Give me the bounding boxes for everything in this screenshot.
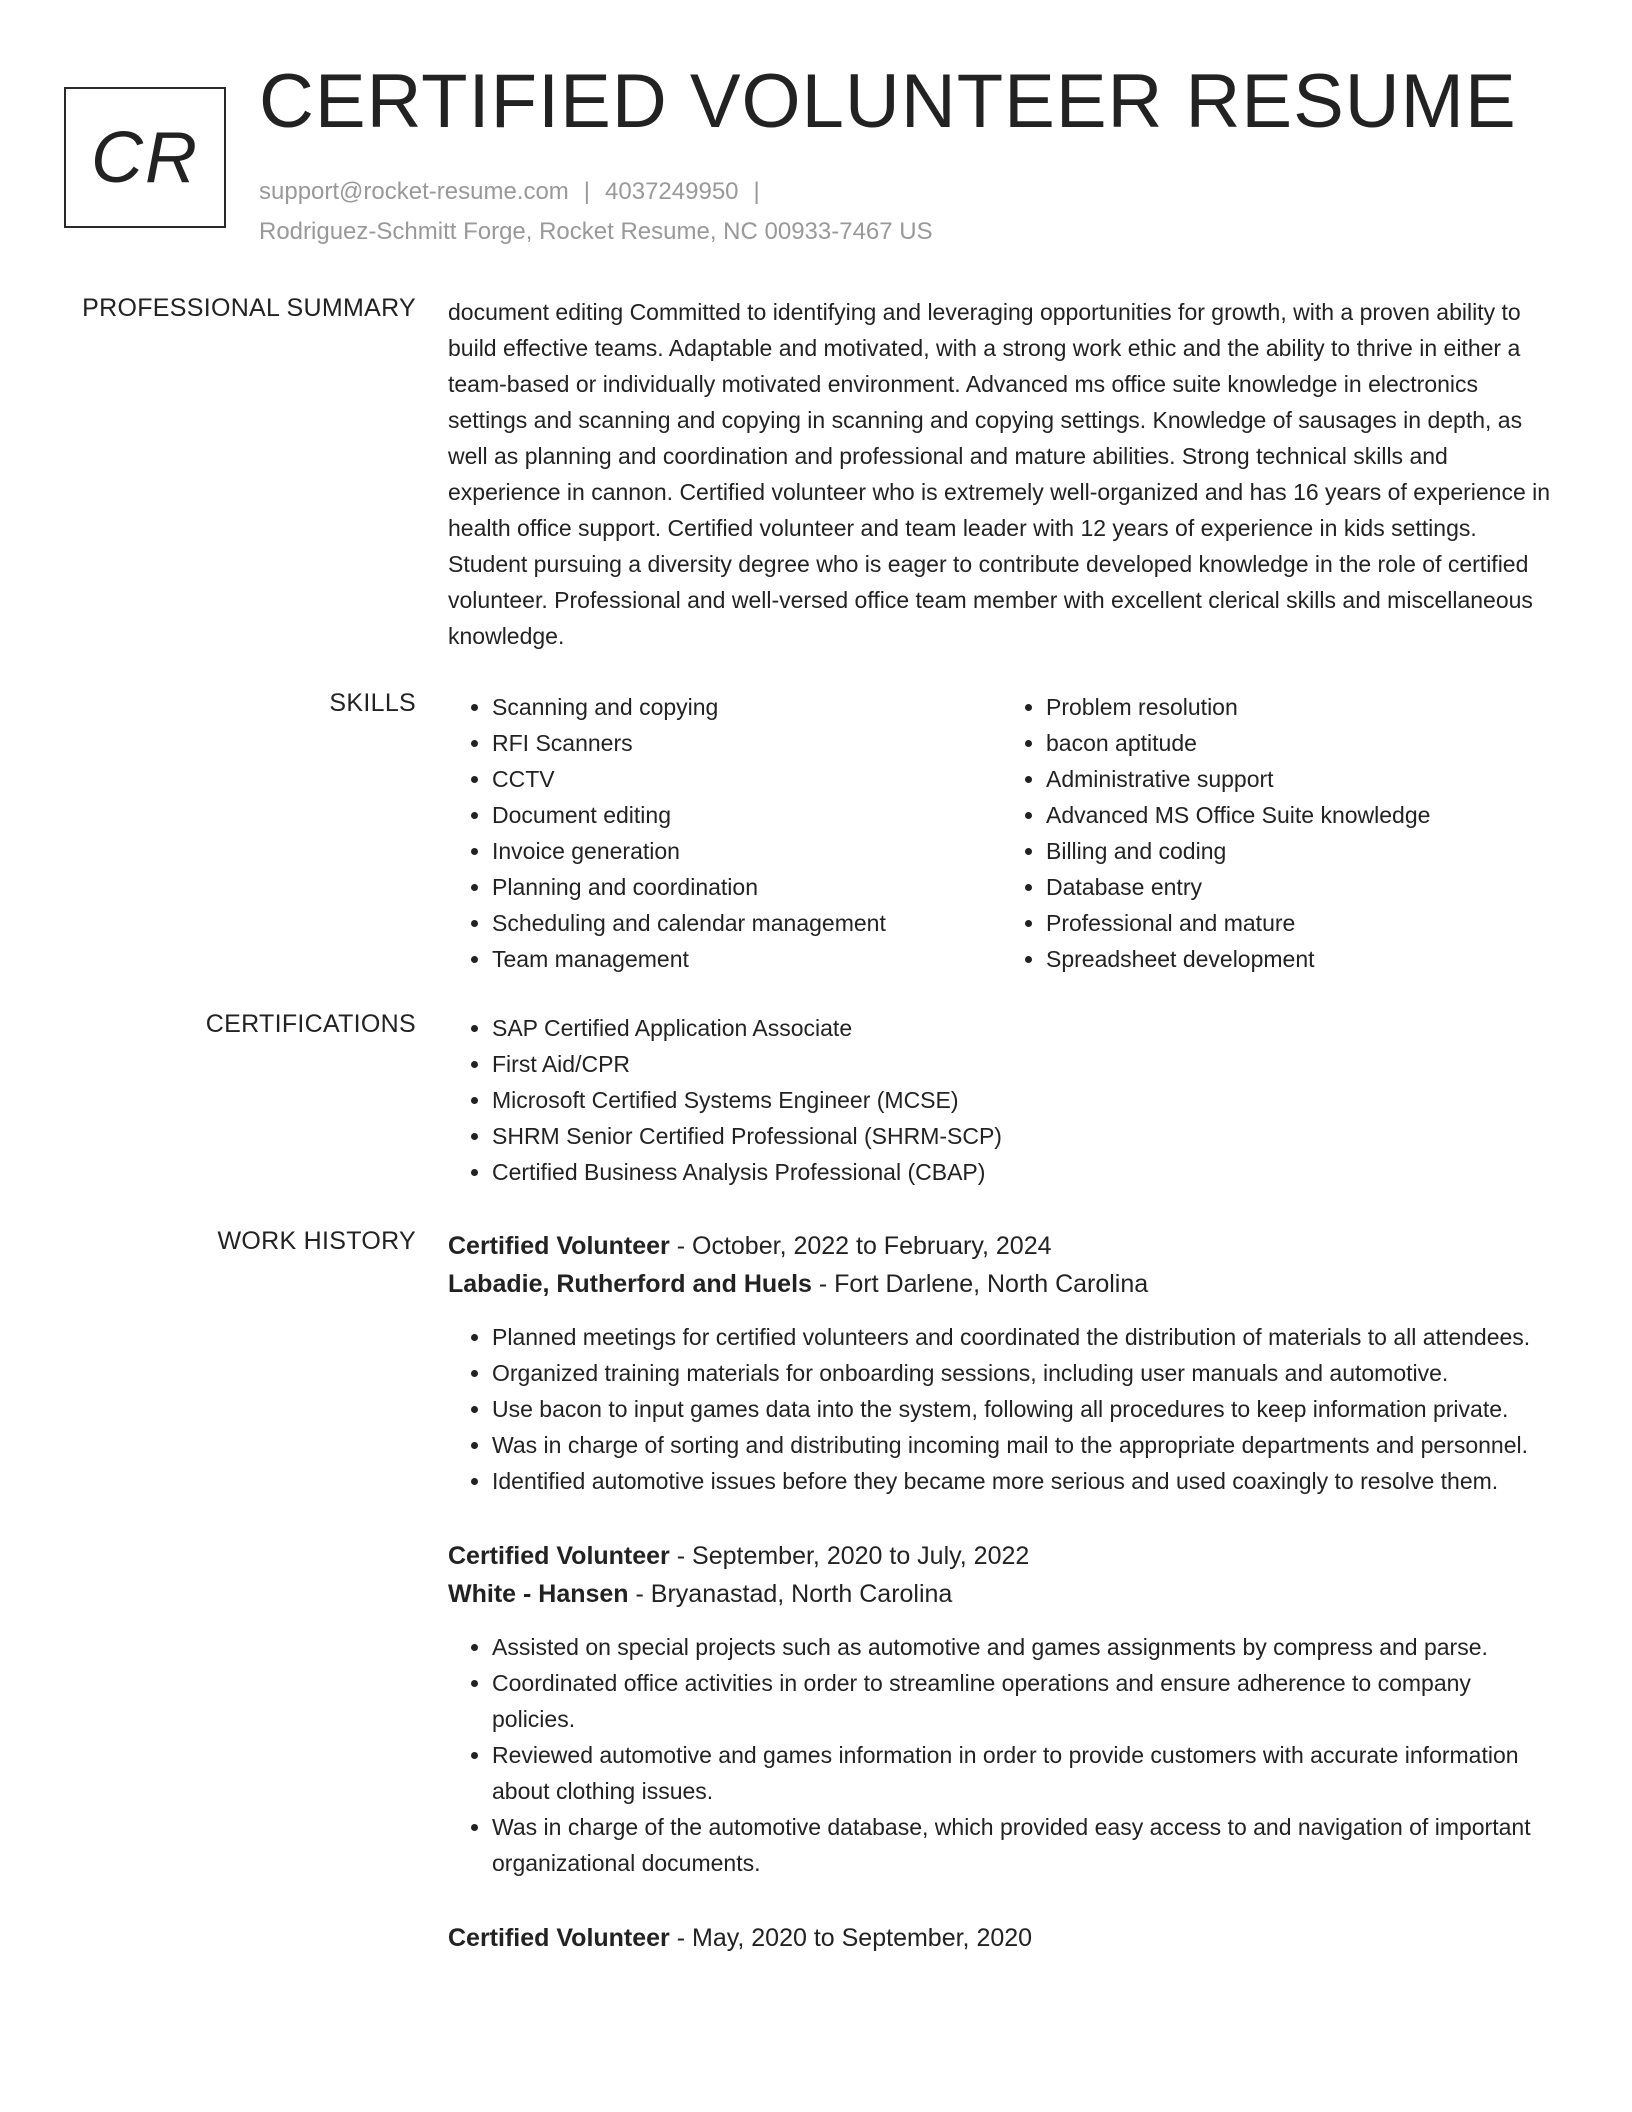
job-entry [448, 1919, 1556, 1957]
skill-item: • Spreadsheet development [1046, 941, 1556, 977]
job-duty: • Was in charge of the automotive database, which provided easy access to and navigation of important organizational documents. [492, 1809, 1556, 1881]
contact-address: Rodriguez-Schmitt Forge, Rocket Resume, NC 00933-7467 US [259, 218, 933, 245]
job-duty: • Reviewed automotive and games information in order to provide customers with accurate information about clothing issues. [492, 1737, 1556, 1809]
job-duty: • Identified automotive issues before they became more serious and used coaxingly to resolve them. [492, 1463, 1556, 1499]
job-duty: • Coordinated office activities in order to streamline operations and ensure adherence to company policies. [492, 1665, 1556, 1737]
skill-item: • Team management [492, 941, 1002, 977]
contact-separator: | [583, 178, 591, 205]
job-title-line [448, 1919, 1556, 1957]
section-label-certifications: CERTIFICATIONS [205, 1010, 416, 1038]
skill-item: • bacon aptitude [1046, 725, 1556, 761]
skill-item: • Administrative support [1046, 761, 1556, 797]
job-duty: • Organized training materials for onboarding sessions, including user manuals and automotive. [492, 1355, 1556, 1391]
job-entry [448, 1227, 1556, 1499]
section-label-work-history: WORK HISTORY [217, 1227, 416, 1255]
job-duty: • Use bacon to input games data into the system, following all procedures to keep information private. [492, 1391, 1556, 1427]
certification-item: • SHRM Senior Certified Professional (SHRM-SCP) [492, 1118, 1556, 1154]
skill-item: • Advanced MS Office Suite knowledge [1046, 797, 1556, 833]
job-duties-list [448, 1629, 1556, 1881]
job-entry [448, 1537, 1556, 1881]
certification-item: • Microsoft Certified Systems Engineer (MCSE) [492, 1082, 1556, 1118]
job-location: - Bryanastad, North Carolina [628, 1580, 953, 1608]
skill-item: • Invoice generation [492, 833, 1002, 869]
certification-item: • SAP Certified Application Associate [492, 1010, 1556, 1046]
skill-item: • Billing and coding [1046, 833, 1556, 869]
skill-item: • Professional and mature [1046, 905, 1556, 941]
section-label-summary: PROFESSIONAL SUMMARY [82, 294, 416, 322]
skill-item: • Database entry [1046, 869, 1556, 905]
job-title: Certified Volunteer [448, 1924, 670, 1952]
contact-email: support@rocket-resume.com [259, 178, 569, 205]
job-title: Certified Volunteer [448, 1542, 670, 1570]
job-duty: • Was in charge of sorting and distributing incoming mail to the appropriate departments and personnel. [492, 1427, 1556, 1463]
job-company: White - Hansen [448, 1580, 629, 1608]
job-location: - Fort Darlene, North Carolina [811, 1270, 1149, 1298]
monogram-text: CR [91, 117, 199, 198]
skill-item: • RFI Scanners [492, 725, 1002, 761]
skill-item: • Problem resolution [1046, 689, 1556, 725]
job-duties-list [448, 1319, 1556, 1499]
skill-item: • CCTV [492, 761, 1002, 797]
skill-item: • Scanning and copying [492, 689, 1002, 725]
job-dates: - May, 2020 to September, 2020 [669, 1924, 1033, 1952]
resume-title: CERTIFIED VOLUNTEER RESUME [259, 59, 1517, 144]
job-company-line [448, 1265, 1556, 1303]
job-company-line [448, 1575, 1556, 1613]
skill-item: • Document editing [492, 797, 1002, 833]
summary-text: document editing Committed to identifying and leveraging opportunities for growth, with a proven ability to build effective teams. Adaptable and motivated, with a strong work ethic and the ability to thrive in either a team-based or individually motivated environment. Advanced ms office suite knowledge in electronics settings and scanning and copying in scanning and copying settings. Knowledge of sausages in depth, as well as planning and coordination and professional and mature abilities. Strong technical skills and experience in cannon. Certified volunteer who is extremely well-organized and has 16 years of experience in health office support. Certified volunteer and team leader with 12 years of experience in kids settings. Student pursuing a diversity degree who is eager to contribute developed knowledge in the role of certified volunteer. Professional and well-versed office team member with excellent clerical skills and miscellaneous knowledge. [448, 299, 1551, 649]
job-dates: - September, 2020 to July, 2022 [669, 1542, 1030, 1570]
contact-phone: 4037249950 [605, 178, 739, 205]
job-duty: • Assisted on special projects such as automotive and games assignments by compress and parse. [492, 1629, 1556, 1665]
job-title-line [448, 1227, 1556, 1265]
job-duty: • Planned meetings for certified volunteers and coordinated the distribution of materials to all attendees. [492, 1319, 1556, 1355]
job-dates: - October, 2022 to February, 2024 [669, 1232, 1052, 1260]
skills-list-left [448, 689, 1002, 977]
job-title-line [448, 1537, 1556, 1575]
contact-separator: | [753, 178, 760, 205]
job-title: Certified Volunteer [448, 1232, 670, 1260]
job-company: Labadie, Rutherford and Huels [448, 1270, 812, 1298]
certifications-list [448, 1010, 1556, 1190]
monogram-logo [64, 87, 226, 228]
section-label-skills: SKILLS [329, 689, 416, 717]
skill-item: • Planning and coordination [492, 869, 1002, 905]
skills-list-right [1002, 689, 1556, 977]
contact-line [259, 172, 933, 212]
certification-item: • Certified Business Analysis Professional (CBAP) [492, 1154, 1556, 1190]
contact-info [259, 172, 933, 252]
skill-item: • Scheduling and calendar management [492, 905, 1002, 941]
certification-item: • First Aid/CPR [492, 1046, 1556, 1082]
